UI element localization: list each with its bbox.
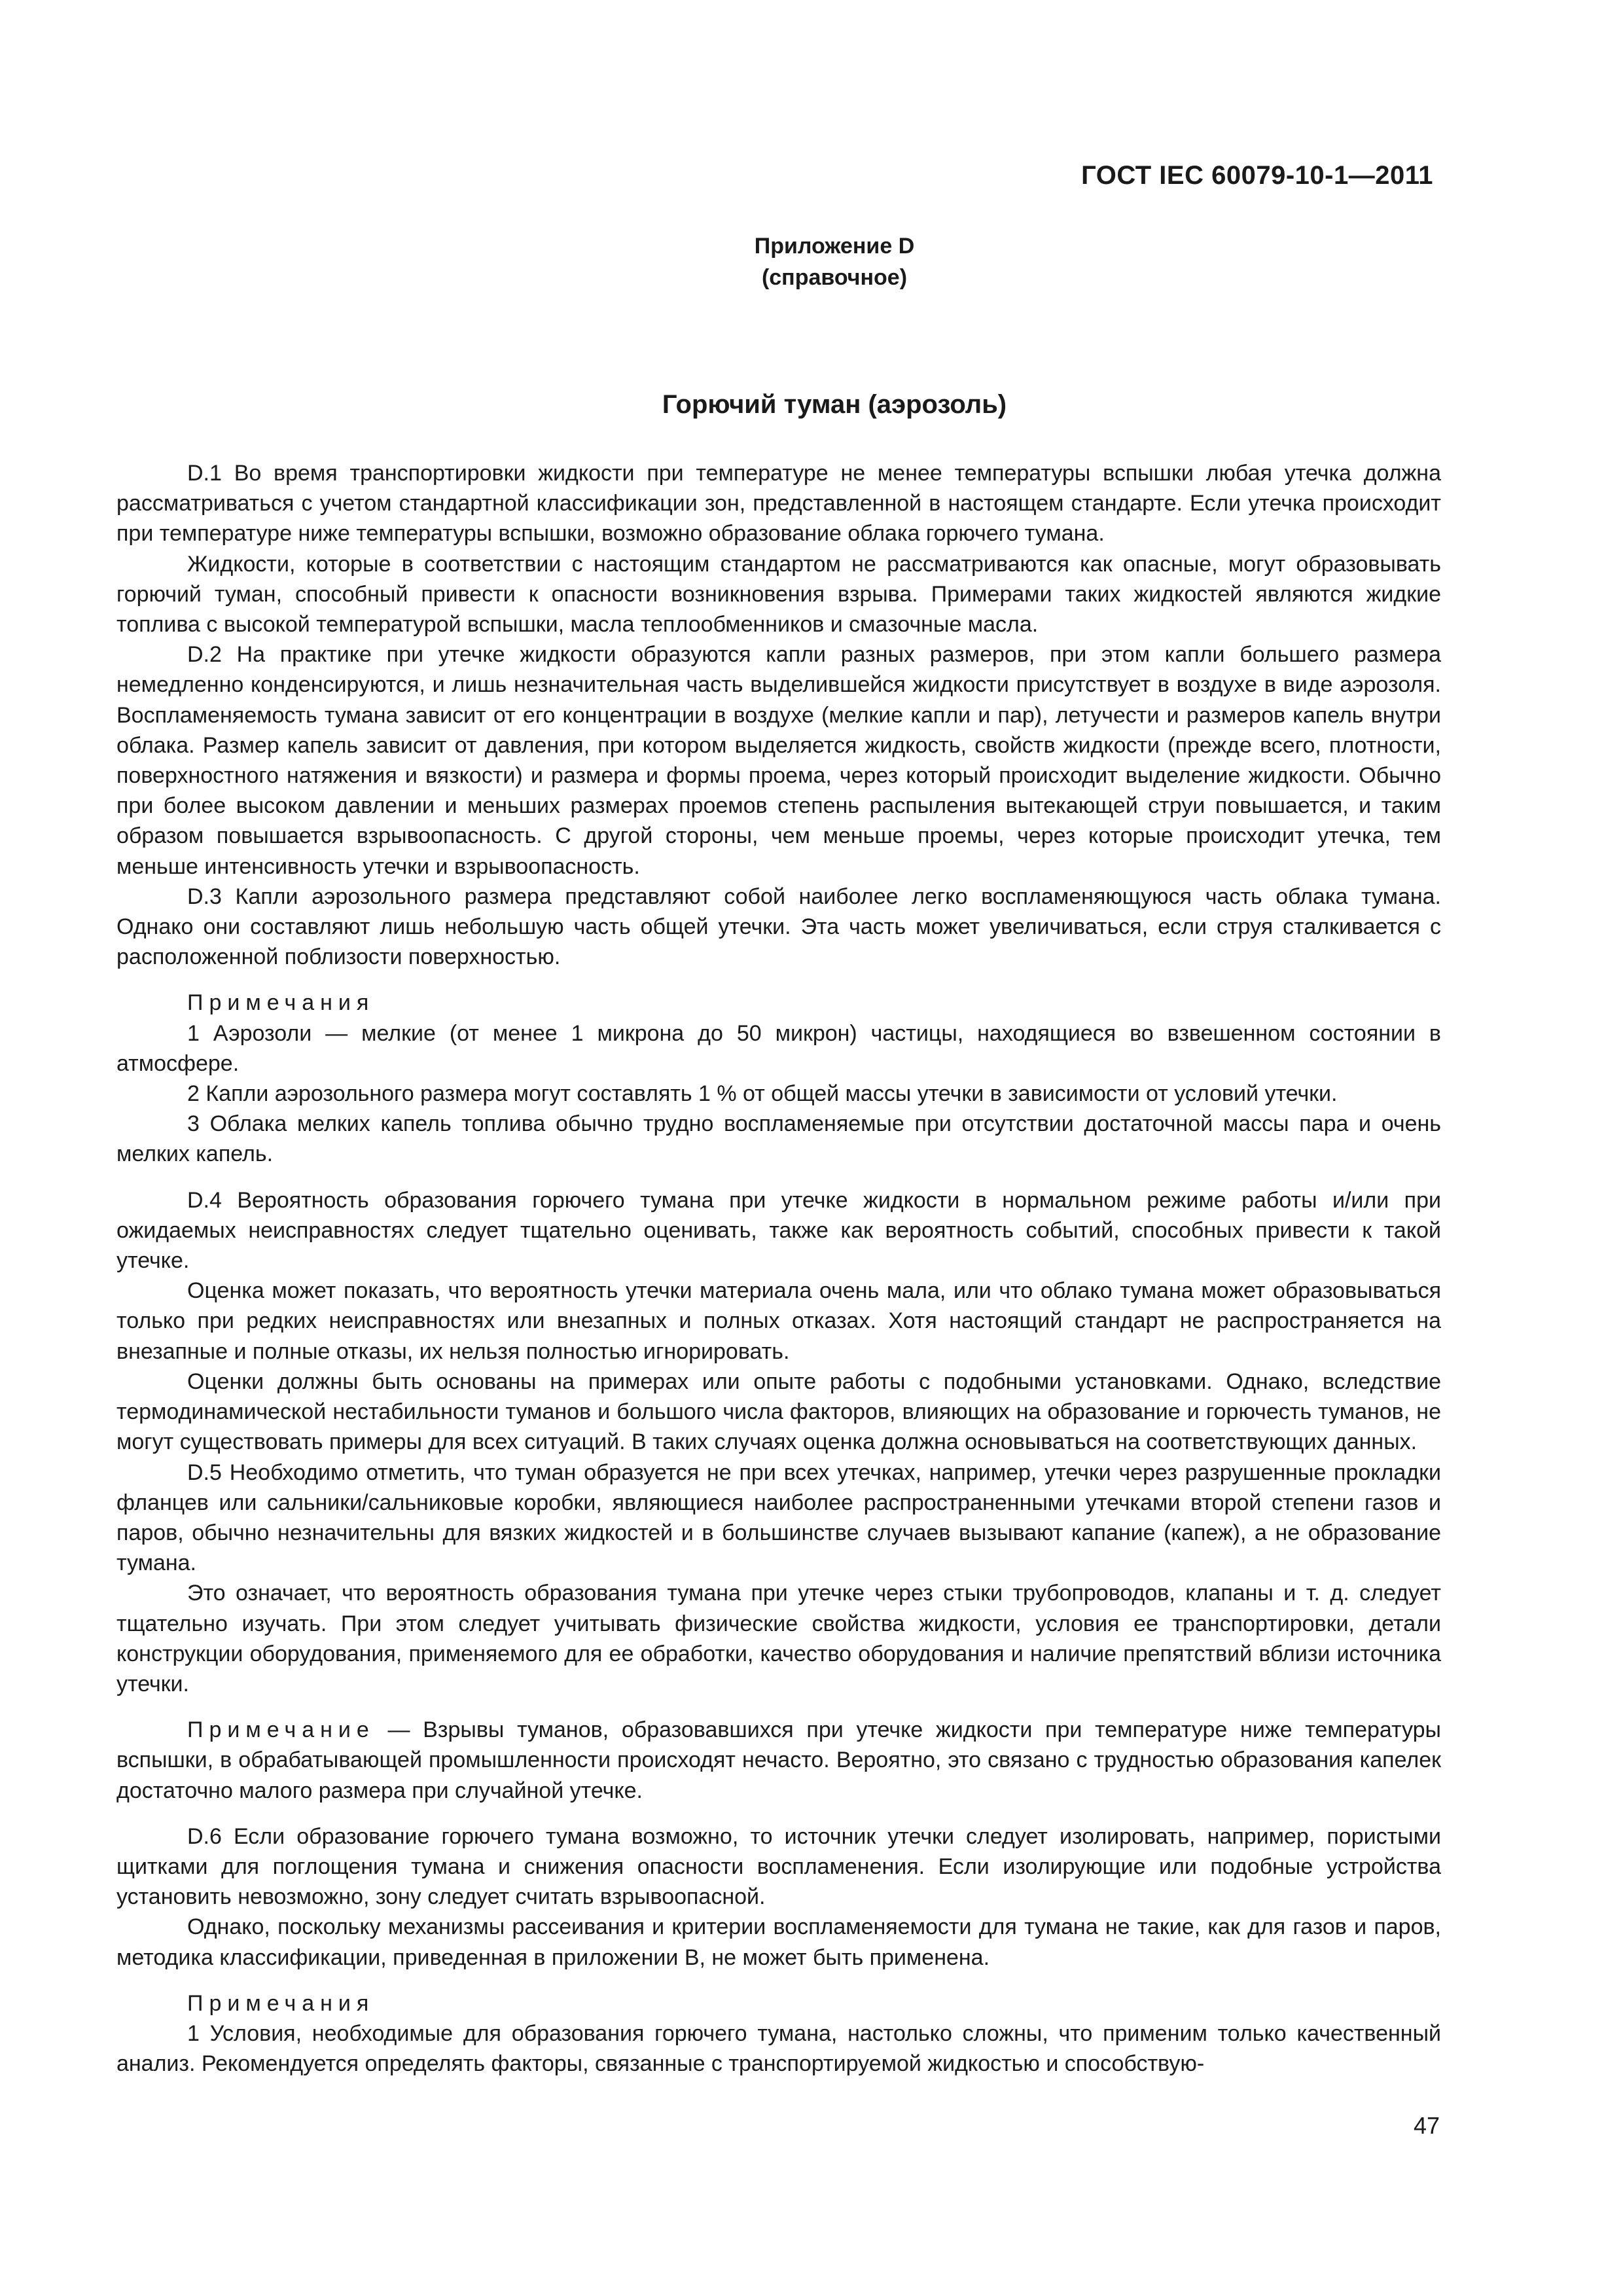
section-title: Горючий туман (аэрозоль) xyxy=(662,390,1007,419)
notes-heading xyxy=(116,988,1441,1018)
paragraph-d4: D.4 Вероятность образования горючего тумана при утечке жидкости в нормальном режиме работы и/или при ожидаемых неисправностях следует тщательно оценивать, также как вероятность событий, способных привести к такой утечке. xyxy=(116,1187,1441,1274)
single-note-heading: Примечание xyxy=(187,1717,375,1743)
document-body xyxy=(116,458,1441,2079)
notes-heading-text: Примечания xyxy=(187,990,375,1016)
paragraph-d3: D.3 Капли аэрозольного размера представляют собой наиболее легко воспламеняющуюся часть облака тумана. Однако они составляют лишь небольшую часть общей утечки. Эта часть может увеличиваться, если струя сталкивается с расположенной поблизости поверхностью. xyxy=(116,884,1441,970)
paragraph-d4-assessment: Оценка может показать, что вероятность утечки материала очень мала, или что облако тумана может образовываться только при редких неисправностях или внезапных и полных отказах. Хотя настоящий стандарт не распространяется на внезапные и полные отказы, их нельзя полностью игнорировать. xyxy=(116,1278,1441,1364)
page-number: 47 xyxy=(1413,2112,1440,2139)
document-code: ГОСТ IEC 60079-10-1—2011 xyxy=(1081,161,1433,190)
single-note-text: — Взрывы туманов, образовавшихся при утечке жидкости при температуре ниже температуры вспышки, в обрабатывающей промышленности происходят нечасто. Вероятно, это связано с трудностью образования капелек достаточно малого размера при случайной утечке. xyxy=(116,1717,1441,1803)
single-note xyxy=(116,1715,1441,1806)
appendix-type: (справочное) xyxy=(761,265,908,290)
paragraph-d4-examples: Оценки должны быть основаны на примерах или опыте работы с подобными установками. Однако, вследствие термодинамической нестабильности туманов и большого числа факторов, влияющих на образование и горючесть туманов, не могут существовать примеры для всех ситуаций. В таких случаях оценка должна основываться на соответствующих данных. xyxy=(116,1369,1441,1455)
notes-heading-text: Примечания xyxy=(187,1990,375,2016)
paragraph-d2: D.2 На практике при утечке жидкости образуются капли разных размеров, при этом капли большего размера немедленно конденсируются, и лишь незначительная часть выделившейся жидкости присутствует в воздухе в виде аэрозоля. Воспламеняемость тумана зависит от его концентрации в воздухе (мелкие капли и пар), летучести и размеров капель внутри облака. Размер капель зависит от давления, при котором выделяется жидкость, свойств жидкости (прежде всего, плотности, поверхностного натяжения и вязкости) и размера и формы проема, через который происходит выделение жидкости. Обычно при более высоком давлении и меньших размерах проемов степень распыления вытекающей струи повышается, и таким образом повышается взрывоопасность. С другой стороны, чем меньше проемы, через которые происходит утечка, тем меньше интенсивность утечки и взрывоопасность. xyxy=(116,642,1441,879)
note-item: 1 Аэрозоли — мелкие (от менее 1 микрона до 50 микрон) частицы, находящиеся во взвешенном состоянии в атмосфере. xyxy=(116,1020,1441,1076)
paragraph-d5: D.5 Необходимо отметить, что туман образуется не при всех утечках, например, утечки через разрушенные прокладки фланцев или сальники/сальниковые коробки, являющиеся наиболее распространенными утечками второй степени газов и паров, обычно незначительны для вязких жидкостей и в большинстве случаев вызывают капание (капеж), а не образование тумана. xyxy=(116,1460,1441,1576)
note-item: 3 Облака мелких капель топлива обычно трудно воспламеняемые при отсутствии достаточной массы пара и очень мелких капель. xyxy=(116,1111,1441,1167)
paragraph-d6-continued: Однако, поскольку механизмы рассеивания и критерии воспламеняемости для тумана не такие, как для газов и паров, методика классификации, приведенная в приложении В, не может быть применена. xyxy=(116,1914,1441,1970)
note-item: 2 Капли аэрозольного размера могут составлять 1 % от общей массы утечки в зависимости от условий утечки. xyxy=(187,1081,1338,1107)
paragraph-d1: D.1 Во время транспортировки жидкости при температуре не менее температуры вспышки любая утечка должна рассматриваться с учетом стандартной классификации зон, представленной в настоящем стандарте. Если утечка происходит при температуре ниже температуры вспышки, возможно образование облака горючего тумана. xyxy=(116,461,1441,547)
paragraph-d1-continued: Жидкости, которые в соответствии с настоящим стандартом не рассматриваются как опасные, могут образовывать горючий туман, способный привести к опасности возникновения взрыва. Примерами таких жидкостей являются жидкие топлива с высокой температурой вспышки, масла теплообменников и смазочные масла. xyxy=(116,551,1441,637)
note-item: 1 Условия, необходимые для образования горючего тумана, настолько сложны, что применим только качественный анализ. Рекомендуется определять факторы, связанные с транспортируемой жидкостью и способствую- xyxy=(116,2020,1441,2077)
paragraph-d5-continued: Это означает, что вероятность образования тумана при утечке через стыки трубопроводов, клапаны и т. д. следует тщательно изучать. При этом следует учитывать физические свойства жидкости, условия ее транспортировки, детали конструкции оборудования, применяемого для ее обработки, качество оборудования и наличие препятствий вблизи источника утечки. xyxy=(116,1581,1441,1696)
paragraph-d6: D.6 Если образование горючего тумана возможно, то источник утечки следует изолировать, например, пористыми щитками для поглощения тумана и снижения опасности воспламенения. Если изолирующие или подобные устройства установить невозможно, зону следует считать взрывоопасной. xyxy=(116,1823,1441,1910)
notes-heading xyxy=(116,1988,1441,2018)
appendix-label: Приложение D xyxy=(754,234,915,259)
appendix-heading xyxy=(0,230,1623,293)
